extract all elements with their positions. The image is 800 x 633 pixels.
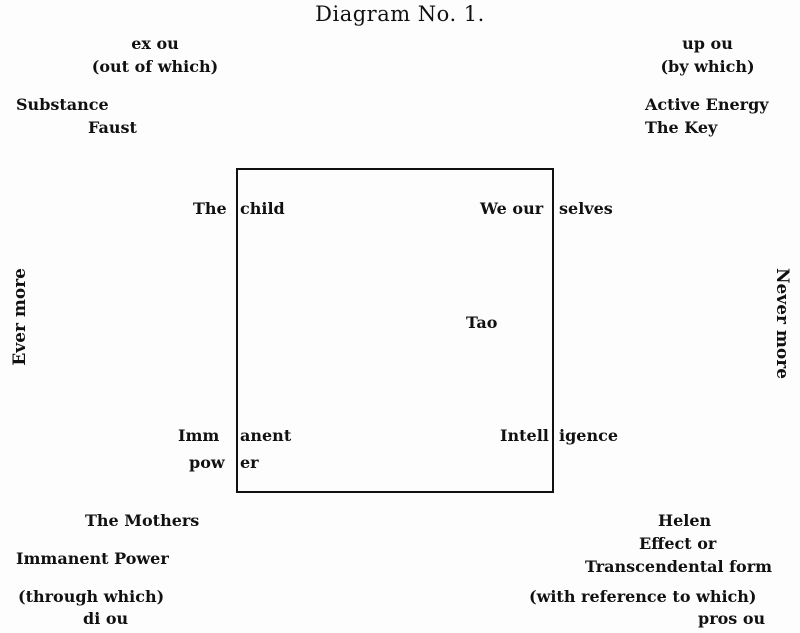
inner-center-label: Tao: [466, 313, 498, 332]
top-left-term: Substance: [16, 95, 109, 114]
inner-top-left-inside: child: [240, 199, 285, 218]
side-right-label: Never more: [772, 268, 792, 380]
corner-top-right: [620, 32, 795, 78]
page-title: Diagram No. 1.: [315, 2, 485, 26]
bottom-right-term-1: Effect or: [639, 534, 717, 553]
top-right-gloss: (by which): [660, 57, 755, 76]
top-left-greek: ex ou: [131, 34, 179, 53]
bottom-left-gloss: (through which): [18, 587, 165, 606]
inner-bottom-left-outside-b: pow: [189, 453, 225, 472]
bottom-right-figure: Helen: [658, 511, 712, 530]
inner-top-right-outside: selves: [559, 199, 613, 218]
top-left-gloss: (out of which): [91, 57, 219, 76]
inner-bottom-right-inside: Intell: [500, 426, 549, 445]
corner-top-left: [55, 32, 255, 78]
top-right-figure: The Key: [645, 118, 718, 137]
top-right-greek: up ou: [682, 34, 733, 53]
bottom-left-figure: The Mothers: [85, 511, 200, 530]
bottom-right-term-2: Transcendental form: [585, 557, 773, 576]
inner-bottom-right-outside: igence: [559, 426, 618, 445]
side-left-label: Ever more: [10, 268, 30, 366]
bottom-left-greek: di ou: [83, 609, 129, 628]
bottom-right-gloss: (with reference to which): [529, 587, 757, 606]
top-left-figure: Faust: [88, 118, 137, 137]
inner-bottom-left-inside-a: anent: [240, 426, 292, 445]
top-right-term: Active Energy: [645, 95, 769, 114]
inner-bottom-left-inside-b: er: [240, 453, 259, 472]
bottom-left-term: Immanent Power: [16, 549, 169, 568]
inner-top-left-outside: The: [193, 199, 227, 218]
bottom-right-greek: pros ou: [698, 609, 766, 628]
inner-bottom-left-outside-a: Imm: [178, 426, 220, 445]
inner-top-right-inside: We our: [480, 199, 544, 218]
